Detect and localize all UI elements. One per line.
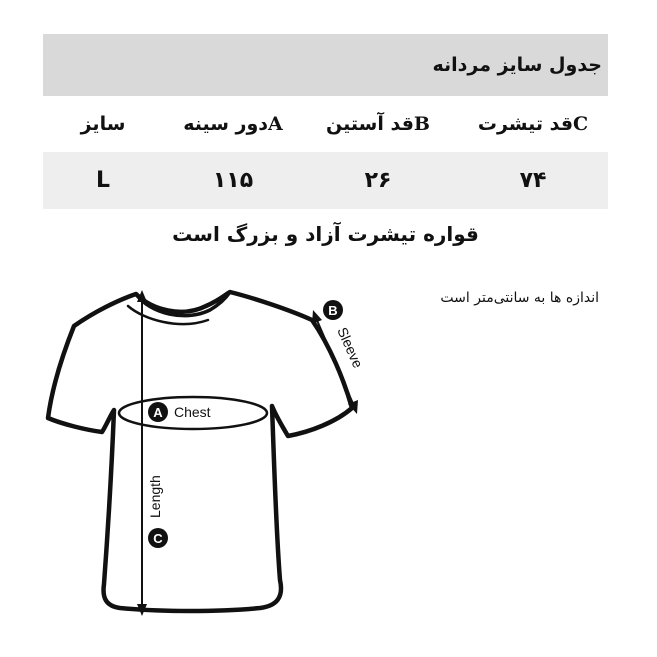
header-size-text: سایز (80, 113, 126, 135)
fit-note: قواره تیشرت آزاد و بزرگ است (172, 222, 479, 246)
marker-b-letter: B (328, 303, 338, 318)
marker-c-letter: C (153, 531, 163, 546)
header-sleeve-letter: B (413, 113, 430, 135)
size-table-title-bar (43, 34, 608, 96)
header-chest (163, 96, 303, 152)
tshirt-outline (48, 292, 352, 611)
size-table-title: جدول سایز مردانه (432, 54, 602, 76)
unit-note: اندازه ها به سانتی‌متر است (440, 290, 599, 306)
header-chest-text: دور سینه (183, 113, 269, 135)
header-length (468, 96, 598, 152)
header-size (43, 96, 163, 152)
value-size: L (95, 168, 111, 193)
marker-a-letter: A (153, 405, 163, 420)
value-length: ۷۴ (519, 168, 547, 193)
header-sleeve (313, 96, 443, 152)
header-chest-letter: A (268, 113, 283, 135)
header-length-text: قد تیشرت (477, 113, 574, 135)
chest-label: Chest (174, 404, 211, 420)
size-table-row (43, 152, 608, 209)
value-chest: ۱۱۵ (212, 168, 254, 193)
sleeve-label: Sleeve (334, 324, 367, 371)
length-measure (137, 290, 147, 616)
header-sleeve-text: قد آستین (326, 113, 414, 135)
tshirt-measurement-diagram (40, 280, 380, 640)
value-sleeve: ۲۶ (364, 168, 392, 193)
length-label: Length (147, 475, 163, 518)
marker-b (323, 300, 343, 320)
size-table-header-row (43, 96, 608, 152)
header-length-letter: C (573, 113, 589, 135)
marker-c (148, 528, 168, 548)
marker-a (148, 402, 168, 422)
